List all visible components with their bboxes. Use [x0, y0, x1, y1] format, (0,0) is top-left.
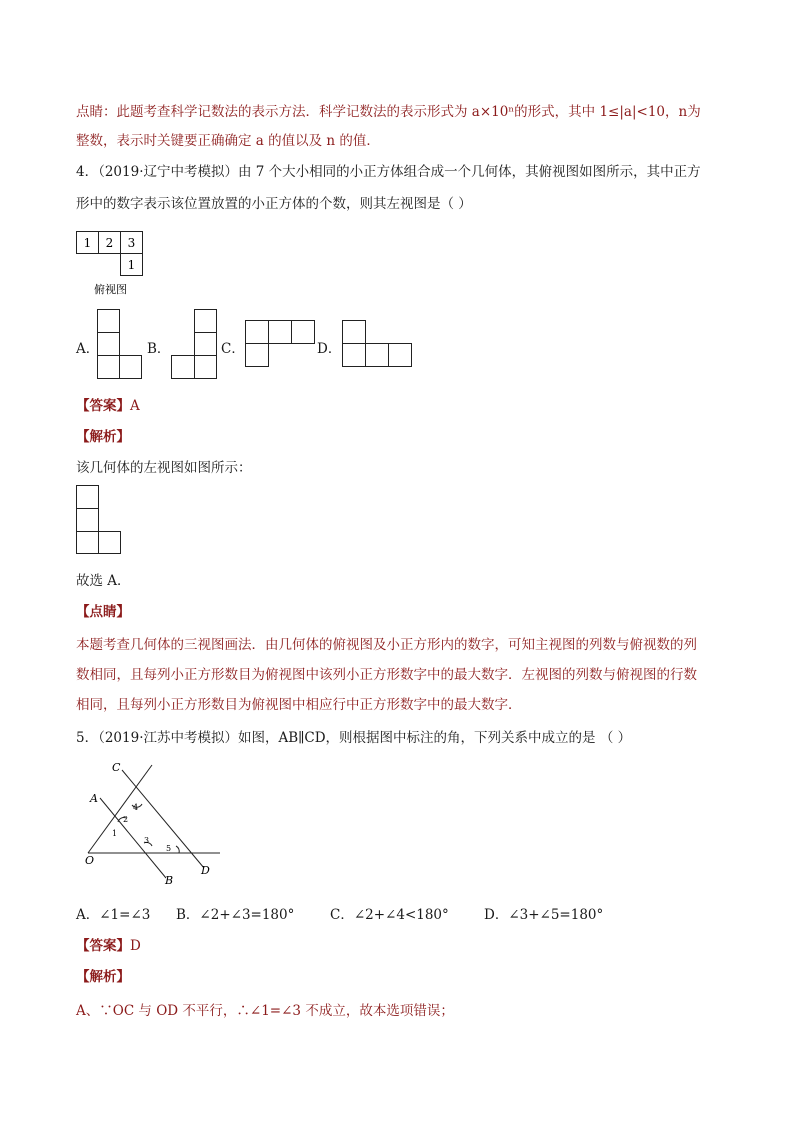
q4-top-view-figure	[76, 230, 156, 300]
q4-option-b-label: B．	[147, 341, 171, 357]
grid-number-2: 2	[105, 236, 114, 250]
angle-label-3: 3	[144, 836, 150, 845]
q4-analysis-text: 该几何体的左视图如图所示：	[76, 460, 252, 476]
q4-answer-value: A	[130, 398, 140, 414]
q4-dianjing-label: 【点睛】	[76, 604, 130, 620]
q4-stem-line-2: 形中的数字表示该位置放置的小正方体的个数，则其左视图是（ ）	[76, 196, 472, 212]
q4-dianjing-line-2: 数相同，且每列小正方形数目为俯视图中该列小正方形数字中的最大数字．左视图的列数与俯视图的行数	[76, 667, 697, 683]
q4-dianjing-line-3: 相同，且每列小正方形数目为俯视图中相应行中正方形数字中的最大数字．	[76, 697, 522, 713]
grid-number-1: 1	[83, 236, 92, 250]
label-a: A	[90, 792, 98, 805]
angle-label-4: 4	[133, 803, 139, 812]
q4-option-d-label: D．	[317, 341, 342, 357]
q5-answer-value: D	[130, 938, 141, 954]
q5-analysis-label: 【解析】	[76, 969, 130, 985]
label-d: D	[201, 864, 210, 877]
q4-stem-line-1: 4．（2019·辽宁中考模拟）由 7 个大小相同的小正方体组合成一个几何体，其俯视图如图所示，其中正方	[76, 164, 701, 180]
q4-option-c-figure	[245, 320, 317, 368]
q4-option-a-figure	[97, 309, 145, 379]
q4-dianjing-heading	[76, 600, 130, 620]
q5-analysis-heading	[76, 965, 130, 985]
dianjing-line-1: 点睛：此题考查科学记数法的表示方法．科学记数法的表示形式为 a×10ⁿ的形式，其中 1≤|a|<10，n为	[76, 104, 701, 120]
q4-option-d-figure	[342, 320, 414, 368]
q4-option-b-figure	[171, 309, 219, 379]
dianjing-line-2: 整数，表示时关键要正确确定 a 的值以及 n 的值．	[76, 133, 380, 149]
q4-answer-label: 【答案】	[76, 398, 130, 414]
q5-stem: 5．（2019·江苏中考模拟）如图，AB∥CD，则根据图中标注的角，下列关系中成立的是 （ ）	[76, 730, 632, 746]
q4-dianjing-line-1: 本题考查几何体的三视图画法．由几何体的俯视图及小正方形内的数字，可知主视图的列数与俯视数的列	[76, 637, 697, 653]
grid-number-3: 3	[127, 236, 136, 250]
label-c: C	[112, 761, 121, 774]
q5-option-b: B．∠2+∠3=180°	[176, 907, 295, 923]
angle-label-1: 1	[112, 829, 118, 838]
line-oc	[88, 765, 152, 853]
grid-number-4: 1	[127, 258, 136, 272]
angle-label-2: 2	[123, 815, 129, 824]
q4-conclusion: 故选 A．	[76, 573, 131, 589]
q5-answer-label: 【答案】	[76, 938, 130, 954]
q5-geometry-figure	[80, 760, 230, 890]
grid-caption: 俯视图	[94, 283, 127, 296]
q4-option-c-label: C．	[221, 341, 245, 357]
q4-left-view-figure	[76, 485, 124, 555]
q5-analysis-line: A、∵OC 与 OD 不平行，∴∠1=∠3 不成立，故本选项错误；	[76, 1003, 454, 1019]
q5-option-a: A．∠1=∠3	[76, 907, 151, 923]
q5-answer	[76, 934, 141, 954]
q4-analysis-label: 【解析】	[76, 429, 130, 445]
q4-option-a-label: A．	[76, 341, 100, 357]
label-b: B	[165, 874, 174, 887]
q4-answer	[76, 394, 140, 414]
label-o: O	[85, 854, 95, 867]
angle-label-5: 5	[166, 844, 172, 853]
q4-analysis-heading	[76, 425, 130, 445]
angle-arc-5	[176, 846, 179, 853]
q5-option-d: D．∠3+∠5=180°	[484, 907, 604, 923]
q5-option-c: C．∠2+∠4<180°	[330, 907, 449, 923]
